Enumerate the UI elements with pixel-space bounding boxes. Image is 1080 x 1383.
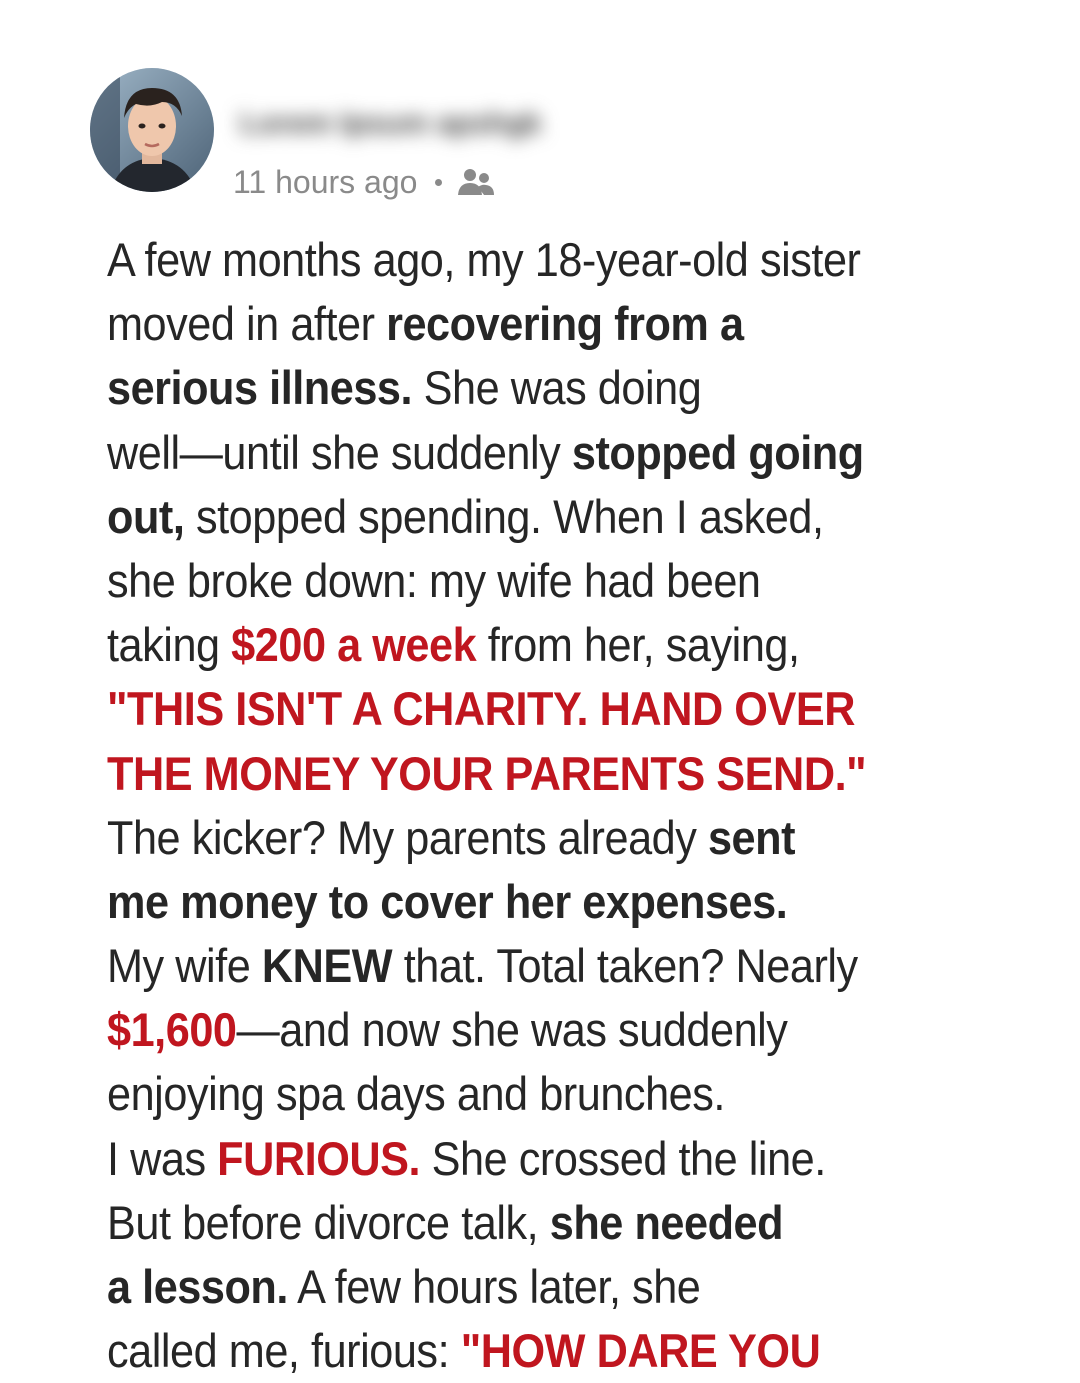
timestamp[interactable]: 11 hours ago [233, 163, 418, 200]
text-segment: moved in after [107, 297, 387, 351]
text-segment: taking [107, 618, 232, 672]
bold-text: sent [707, 810, 796, 864]
post-header [90, 68, 990, 198]
post-text-line [107, 228, 990, 292]
post-body [107, 228, 990, 1383]
bold-text: me money to cover her expenses. [107, 874, 788, 928]
highlighted-text: FURIOUS. [217, 1131, 421, 1185]
text-segment: She was doing [412, 361, 702, 415]
text-segment: A few months ago, my 18-year-old sister [107, 233, 861, 286]
post-text-line [107, 613, 990, 677]
text-segment: She crossed the line. [420, 1131, 826, 1185]
friends-icon[interactable] [456, 165, 496, 199]
highlighted-text: "THIS ISN'T A CHARITY. HAND OVER [107, 682, 855, 736]
post-text-line [107, 934, 990, 998]
post-text-line [107, 677, 990, 741]
bold-text: stopped going [571, 425, 864, 479]
highlighted-text: $200 a week [231, 618, 477, 672]
post-text-line [107, 998, 990, 1062]
post-text-line [107, 485, 990, 549]
highlighted-text: $1,600 [107, 1003, 237, 1057]
post-text-line [107, 1319, 990, 1383]
avatar[interactable] [90, 68, 214, 192]
text-segment: A few hours later, she [287, 1260, 701, 1313]
post-text-line [107, 1062, 990, 1126]
post-text-line [107, 356, 990, 420]
text-segment: well—until she suddenly [107, 425, 572, 479]
post-text-line [107, 1191, 990, 1255]
text-segment: that. Total taken? Nearly [392, 939, 858, 993]
highlighted-text: "HOW DARE YOU [460, 1324, 821, 1378]
post-text-line [107, 1127, 990, 1191]
bold-text: out, [107, 489, 185, 543]
post-text-line [107, 870, 990, 934]
text-segment: The kicker? My parents already [107, 810, 708, 864]
text-segment: enjoying spa days and brunches. [107, 1067, 725, 1121]
separator-dot [435, 179, 442, 186]
avatar-image [90, 68, 214, 192]
text-segment: —and now she was suddenly [236, 1003, 788, 1057]
text-segment: from her, saying, [476, 618, 800, 672]
text-segment: I was [107, 1131, 218, 1185]
post-text-line [107, 549, 990, 613]
text-segment: My wife [107, 939, 262, 993]
bold-text: recovering from a [386, 297, 744, 351]
bold-text: serious illness. [107, 361, 413, 415]
author-name[interactable]: Lorem Ipsum apshgk [240, 107, 542, 140]
text-segment: called me, furious: [107, 1324, 461, 1378]
text-segment: she broke down: my wife had been [107, 553, 761, 607]
text-segment: But before divorce talk, [107, 1195, 550, 1249]
post-text-line [107, 806, 990, 870]
bold-text: a lesson. [107, 1260, 288, 1313]
post-text-line [107, 421, 990, 485]
post-text-line [107, 742, 990, 806]
post-text-line [107, 1255, 990, 1319]
text-segment: stopped spending. When I asked, [184, 489, 824, 543]
post-text-line [107, 292, 990, 356]
highlighted-text: THE MONEY YOUR PARENTS SEND." [107, 746, 867, 800]
post-meta [233, 162, 496, 202]
bold-text: KNEW [261, 939, 393, 993]
bold-text: she needed [549, 1195, 784, 1249]
